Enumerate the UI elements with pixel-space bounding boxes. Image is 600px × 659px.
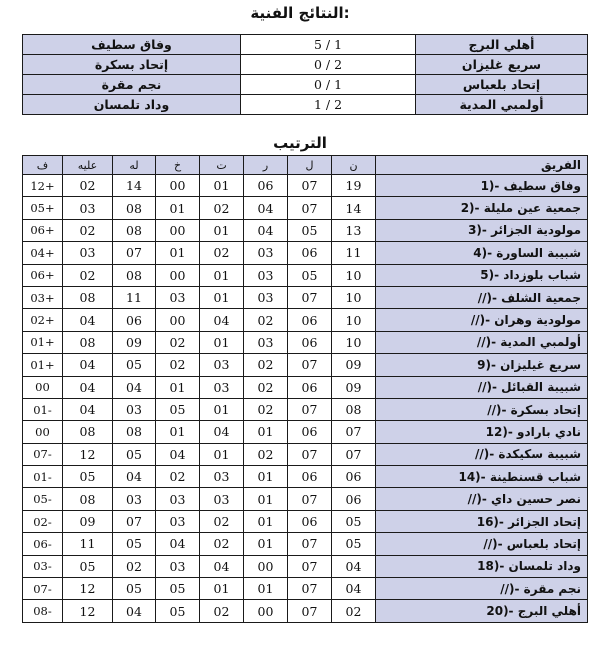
won: 01	[244, 533, 288, 555]
standings-table	[22, 155, 588, 623]
goals-for: 04	[113, 600, 156, 622]
lost: 02	[156, 354, 200, 376]
away-team: وداد تلمسان	[23, 95, 241, 115]
points: 05	[332, 533, 376, 555]
goals-for: 08	[113, 219, 156, 241]
match-score: 5 / 1	[241, 35, 416, 55]
header-team: الفريق	[376, 156, 588, 175]
lost: 01	[156, 421, 200, 443]
points: 08	[332, 398, 376, 420]
lost: 04	[156, 443, 200, 465]
goals-against: 02	[63, 175, 113, 197]
played: 06	[288, 510, 332, 532]
won: 02	[244, 309, 288, 331]
lost: 00	[156, 264, 200, 286]
points: 07	[332, 421, 376, 443]
result-row	[23, 95, 588, 115]
result-row	[23, 75, 588, 95]
home-team: أولمبي المدية	[416, 95, 588, 115]
away-team: وفاق سطيف	[23, 35, 241, 55]
match-score: 0 / 2	[241, 55, 416, 75]
header-diff: ف	[23, 156, 63, 175]
lost: 01	[156, 242, 200, 264]
standings-row	[23, 242, 588, 264]
team-name: //)- نجم مقرة	[376, 578, 588, 600]
goals-against: 08	[63, 421, 113, 443]
team-name: 2)- جمعية عين مليلة	[376, 197, 588, 219]
lost: 01	[156, 376, 200, 398]
goals-for: 04	[113, 376, 156, 398]
home-team: أهلي البرج	[416, 35, 588, 55]
goal-difference: 00	[23, 421, 63, 443]
goals-for: 05	[113, 533, 156, 555]
standings-row	[23, 219, 588, 241]
lost: 00	[156, 219, 200, 241]
result-row	[23, 35, 588, 55]
standings-row	[23, 264, 588, 286]
goals-for: 05	[113, 354, 156, 376]
header-lost: خ	[156, 156, 200, 175]
drawn: 02	[200, 197, 244, 219]
results-table	[22, 34, 588, 115]
goals-for: 08	[113, 421, 156, 443]
goals-against: 05	[63, 466, 113, 488]
team-name: 18)- وداد تلمسان	[376, 555, 588, 577]
team-name: //)- أولمبي المدية	[376, 331, 588, 353]
team-name: 9)- سريع غيليزان	[376, 354, 588, 376]
won: 02	[244, 443, 288, 465]
points: 14	[332, 197, 376, 219]
played: 07	[288, 600, 332, 622]
played: 07	[288, 398, 332, 420]
won: 02	[244, 354, 288, 376]
standings-row	[23, 421, 588, 443]
standings-row	[23, 197, 588, 219]
header-drawn: ت	[200, 156, 244, 175]
won: 01	[244, 510, 288, 532]
goals-against: 02	[63, 219, 113, 241]
drawn: 02	[200, 510, 244, 532]
lost: 02	[156, 331, 200, 353]
drawn: 03	[200, 376, 244, 398]
match-score: 1 / 2	[241, 95, 416, 115]
standings-row	[23, 286, 588, 308]
goals-for: 03	[113, 488, 156, 510]
points: 09	[332, 376, 376, 398]
standings-row	[23, 376, 588, 398]
goal-difference: 06+	[23, 219, 63, 241]
standings-row	[23, 331, 588, 353]
lost: 05	[156, 600, 200, 622]
goals-against: 03	[63, 197, 113, 219]
played: 07	[288, 578, 332, 600]
standings-row	[23, 466, 588, 488]
drawn: 02	[200, 242, 244, 264]
points: 13	[332, 219, 376, 241]
points: 10	[332, 286, 376, 308]
goals-against: 02	[63, 264, 113, 286]
goals-for: 08	[113, 197, 156, 219]
goals-for: 07	[113, 242, 156, 264]
points: 19	[332, 175, 376, 197]
lost: 05	[156, 578, 200, 600]
goals-against: 08	[63, 488, 113, 510]
drawn: 01	[200, 286, 244, 308]
points: 02	[332, 600, 376, 622]
match-score: 0 / 1	[241, 75, 416, 95]
team-name: 4)- شبيبة الساورة	[376, 242, 588, 264]
goal-difference: 02+	[23, 309, 63, 331]
goal-difference: 03-	[23, 555, 63, 577]
won: 01	[244, 466, 288, 488]
points: 05	[332, 510, 376, 532]
away-team: إتحاد بسكرة	[23, 55, 241, 75]
lost: 04	[156, 533, 200, 555]
drawn: 02	[200, 533, 244, 555]
goals-for: 03	[113, 398, 156, 420]
home-team: سريع غليزان	[416, 55, 588, 75]
lost: 03	[156, 510, 200, 532]
team-name: 14)- شباب قسنطينة	[376, 466, 588, 488]
team-name: 16)- إتحاد الجزائر	[376, 510, 588, 532]
drawn: 01	[200, 175, 244, 197]
lost: 03	[156, 488, 200, 510]
team-name: //)- شبيبة سكيكدة	[376, 443, 588, 465]
goals-against: 04	[63, 354, 113, 376]
goals-against: 04	[63, 309, 113, 331]
header-points: ن	[332, 156, 376, 175]
team-name: 1)- وفاق سطيف	[376, 175, 588, 197]
won: 00	[244, 600, 288, 622]
drawn: 04	[200, 309, 244, 331]
team-name: //)- إتحاد بسكرة	[376, 398, 588, 420]
played: 06	[288, 309, 332, 331]
played: 07	[288, 175, 332, 197]
team-name: 5)- شباب بلوزداد	[376, 264, 588, 286]
goals-against: 03	[63, 242, 113, 264]
won: 01	[244, 578, 288, 600]
goals-for: 05	[113, 443, 156, 465]
played: 05	[288, 219, 332, 241]
lost: 00	[156, 175, 200, 197]
played: 06	[288, 242, 332, 264]
standings-row	[23, 510, 588, 532]
won: 04	[244, 219, 288, 241]
team-name: 3)- مولودية الجزائر	[376, 219, 588, 241]
played: 07	[288, 555, 332, 577]
goal-difference: 01-	[23, 398, 63, 420]
goals-for: 11	[113, 286, 156, 308]
points: 06	[332, 488, 376, 510]
won: 02	[244, 376, 288, 398]
goal-difference: 02-	[23, 510, 63, 532]
result-row	[23, 55, 588, 75]
lost: 00	[156, 309, 200, 331]
goals-for: 05	[113, 578, 156, 600]
standings-row	[23, 600, 588, 622]
standings-row	[23, 309, 588, 331]
played: 06	[288, 421, 332, 443]
standings-header-row	[23, 156, 588, 175]
standings-row	[23, 443, 588, 465]
won: 02	[244, 398, 288, 420]
played: 06	[288, 376, 332, 398]
drawn: 01	[200, 578, 244, 600]
team-name: 12)- نادي بارادو	[376, 421, 588, 443]
goals-against: 04	[63, 398, 113, 420]
points: 11	[332, 242, 376, 264]
goal-difference: 05+	[23, 197, 63, 219]
goals-against: 12	[63, 443, 113, 465]
drawn: 01	[200, 443, 244, 465]
won: 06	[244, 175, 288, 197]
points: 10	[332, 309, 376, 331]
goal-difference: 01-	[23, 466, 63, 488]
lost: 03	[156, 555, 200, 577]
won: 03	[244, 286, 288, 308]
points: 10	[332, 331, 376, 353]
goals-for: 07	[113, 510, 156, 532]
drawn: 03	[200, 466, 244, 488]
standings-row	[23, 533, 588, 555]
drawn: 01	[200, 331, 244, 353]
header-won: ر	[244, 156, 288, 175]
team-name: 20)- أهلي البرج	[376, 600, 588, 622]
standings-row	[23, 555, 588, 577]
points: 04	[332, 555, 376, 577]
won: 04	[244, 197, 288, 219]
goal-difference: 04+	[23, 242, 63, 264]
goals-for: 02	[113, 555, 156, 577]
team-name: //)- جمعية الشلف	[376, 286, 588, 308]
standings-row	[23, 578, 588, 600]
standings-row	[23, 398, 588, 420]
goal-difference: 01+	[23, 354, 63, 376]
points: 10	[332, 264, 376, 286]
goals-against: 08	[63, 331, 113, 353]
goals-against: 12	[63, 578, 113, 600]
played: 07	[288, 488, 332, 510]
goal-difference: 00	[23, 376, 63, 398]
won: 00	[244, 555, 288, 577]
goal-difference: 07-	[23, 578, 63, 600]
won: 03	[244, 264, 288, 286]
goals-against: 08	[63, 286, 113, 308]
drawn: 01	[200, 398, 244, 420]
goal-difference: 06-	[23, 533, 63, 555]
goal-difference: 01+	[23, 331, 63, 353]
goals-for: 14	[113, 175, 156, 197]
goals-against: 09	[63, 510, 113, 532]
standings-row	[23, 488, 588, 510]
goal-difference: 08-	[23, 600, 63, 622]
team-name: //)- إتحاد بلعباس	[376, 533, 588, 555]
drawn: 02	[200, 600, 244, 622]
won: 03	[244, 331, 288, 353]
played: 07	[288, 197, 332, 219]
goals-for: 06	[113, 309, 156, 331]
standings-row	[23, 175, 588, 197]
drawn: 01	[200, 264, 244, 286]
goal-difference: 03+	[23, 286, 63, 308]
goals-for: 09	[113, 331, 156, 353]
won: 01	[244, 421, 288, 443]
home-team: إتحاد بلعباس	[416, 75, 588, 95]
drawn: 04	[200, 555, 244, 577]
header-played: ل	[288, 156, 332, 175]
lost: 01	[156, 197, 200, 219]
team-name: //)- شبيبة القبائل	[376, 376, 588, 398]
won: 01	[244, 488, 288, 510]
header-goals-for: له	[113, 156, 156, 175]
goals-against: 04	[63, 376, 113, 398]
goals-against: 12	[63, 600, 113, 622]
goals-for: 04	[113, 466, 156, 488]
points: 04	[332, 578, 376, 600]
team-name: //)- مولودية وهران	[376, 309, 588, 331]
drawn: 04	[200, 421, 244, 443]
points: 09	[332, 354, 376, 376]
played: 07	[288, 286, 332, 308]
header-goals-against: عليه	[63, 156, 113, 175]
lost: 02	[156, 466, 200, 488]
team-name: //)- نصر حسين داي	[376, 488, 588, 510]
away-team: نجم مقرة	[23, 75, 241, 95]
played: 07	[288, 354, 332, 376]
standings-row	[23, 354, 588, 376]
drawn: 01	[200, 219, 244, 241]
lost: 03	[156, 286, 200, 308]
goal-difference: 07-	[23, 443, 63, 465]
lost: 05	[156, 398, 200, 420]
played: 06	[288, 331, 332, 353]
drawn: 03	[200, 354, 244, 376]
results-title: النتائج الفنية:	[250, 4, 350, 22]
goal-difference: 05-	[23, 488, 63, 510]
played: 06	[288, 466, 332, 488]
standings-title: الترتيب	[273, 134, 327, 152]
goal-difference: 06+	[23, 264, 63, 286]
goals-against: 11	[63, 533, 113, 555]
drawn: 03	[200, 488, 244, 510]
goals-for: 08	[113, 264, 156, 286]
played: 07	[288, 533, 332, 555]
points: 06	[332, 466, 376, 488]
won: 03	[244, 242, 288, 264]
goal-difference: 12+	[23, 175, 63, 197]
goals-against: 05	[63, 555, 113, 577]
played: 05	[288, 264, 332, 286]
played: 07	[288, 443, 332, 465]
points: 07	[332, 443, 376, 465]
